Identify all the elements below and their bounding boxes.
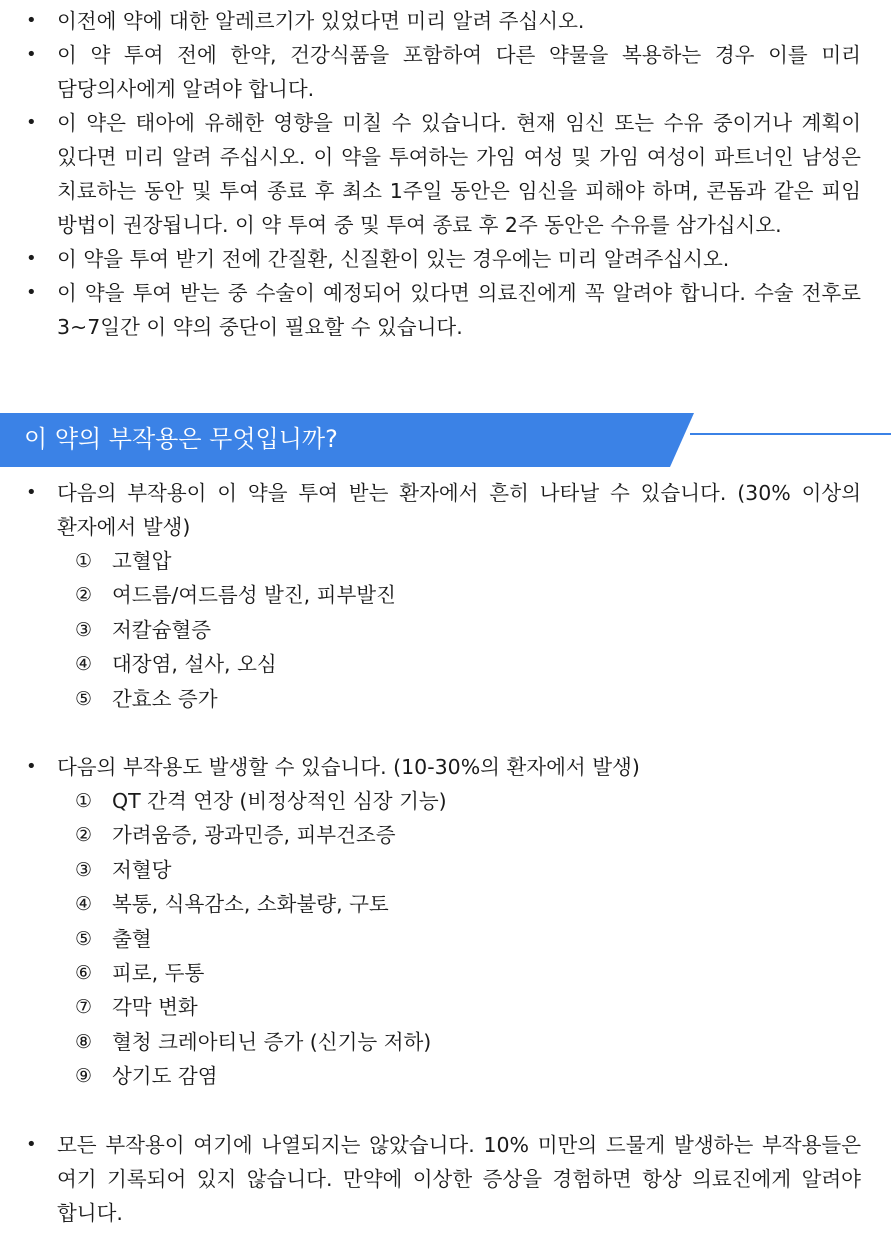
item-text: 피로, 두통 xyxy=(112,961,205,986)
item-number: ⑧ xyxy=(75,1030,93,1053)
list-item xyxy=(57,682,861,716)
precautions-list xyxy=(0,4,891,344)
item-text: 출혈 xyxy=(112,926,152,951)
less-common-side-effects-items xyxy=(57,784,861,1094)
item-number: ④ xyxy=(75,893,93,916)
item-number: ⑤ xyxy=(75,927,93,950)
item-text: QT 간격 연장 (비정상적인 심장 기능) xyxy=(112,789,447,814)
list-item xyxy=(57,922,861,956)
item-text: 가려움증, 광과민증, 피부건조증 xyxy=(112,823,396,848)
item-number: ⑥ xyxy=(75,962,93,985)
item-number: ② xyxy=(75,584,93,607)
list-item xyxy=(57,853,861,887)
list-item xyxy=(57,1059,861,1093)
item-number: ① xyxy=(75,790,93,813)
precaution-surgery: • 이 약을 투여 받는 중 수술이 예정되어 있다면 의료진에게 꼭 알려야 합니다. 수술 전후로 3~7일간 이 약의 중단이 필요할 수 있습니다. xyxy=(0,276,891,344)
spacer xyxy=(0,1094,891,1128)
less-common-side-effects-intro: 다음의 부작용도 발생할 수 있습니다. (10-30%의 환자에서 발생) xyxy=(57,755,640,780)
item-text: 대장염, 설사, 오심 xyxy=(112,652,277,677)
item-number: ① xyxy=(75,550,93,572)
item-text: 각막 변화 xyxy=(112,995,198,1020)
precaution-liver-kidney: • 이 약을 투여 받기 전에 간질환, 신질환이 있는 경우에는 미리 알려주십시오. xyxy=(0,242,891,276)
list-item xyxy=(57,578,861,612)
list-item xyxy=(57,613,861,647)
item-number: ⑤ xyxy=(75,687,93,710)
item-number: ③ xyxy=(75,618,93,641)
list-item xyxy=(57,784,861,818)
item-number: ⑨ xyxy=(75,1065,93,1088)
item-text: 여드름/여드름성 발진, 피부발진 xyxy=(112,583,396,608)
item-text: 복통, 식욕감소, 소화불량, 구토 xyxy=(112,892,389,917)
precaution-allergy: • 이전에 약에 대한 알레르기가 있었다면 미리 알려 주십시오. xyxy=(0,4,891,38)
item-text: 저칼슘혈증 xyxy=(112,617,212,642)
common-side-effects-intro: 다음의 부작용이 이 약을 투여 받는 환자에서 흔히 나타날 수 있습니다. (30% 이상의 환자에서 발생) xyxy=(57,481,861,539)
side-effects-list xyxy=(0,476,891,1230)
section-title: 이 약의 부작용은 무엇입니까? xyxy=(24,425,338,453)
precaution-pregnancy: • 이 약은 태아에 유해한 영향을 미칠 수 있습니다. 현재 임신 또는 수유 중이거나 계획이 있다면 미리 알려 주십시오. 이 약을 투여하는 가임 여성 및 가임 여성이 파트너인 남성은 치료하는 동안 및 투여 종료 후 최소 1주일 동안은 임신을 피해야 하며, 콘돔과 같은 피임 방법이 권장됩니다. 이 약 투여 중 및 투여 종료 후 2주 동안은 수유를 삼가십시오. xyxy=(0,106,891,242)
item-number: ⑦ xyxy=(75,996,93,1019)
less-common-side-effects xyxy=(0,750,891,1094)
item-text: 상기도 감염 xyxy=(112,1064,218,1089)
item-text: 고혈압 xyxy=(112,549,172,573)
list-item xyxy=(57,647,861,681)
list-item xyxy=(57,956,861,990)
common-side-effects-items xyxy=(57,544,861,716)
closing-note: • 모든 부작용이 여기에 나열되지는 않았습니다. 10% 미만의 드물게 발생하는 부작용들은 여기 기록되어 있지 않습니다. 만약에 이상한 증상을 경험하면 항상 의료진에게 알려야 합니다. xyxy=(0,1128,891,1230)
list-item xyxy=(57,818,861,852)
item-number: ④ xyxy=(75,653,93,676)
list-item xyxy=(57,544,861,578)
list-item xyxy=(57,1025,861,1059)
common-side-effects xyxy=(0,476,891,716)
item-text: 혈청 크레아티닌 증가 (신기능 저하) xyxy=(112,1029,432,1054)
list-item xyxy=(57,990,861,1024)
item-number: ③ xyxy=(75,858,93,881)
item-text: 저혈당 xyxy=(112,857,172,882)
item-text: 간효소 증가 xyxy=(112,686,218,711)
spacer xyxy=(0,716,891,750)
section-header xyxy=(0,413,891,467)
item-number: ② xyxy=(75,824,93,847)
list-item xyxy=(57,887,861,921)
precaution-other-medicines: • 이 약 투여 전에 한약, 건강식품을 포함하여 다른 약물을 복용하는 경우 이를 미리 담당의사에게 알려야 합니다. xyxy=(0,38,891,106)
